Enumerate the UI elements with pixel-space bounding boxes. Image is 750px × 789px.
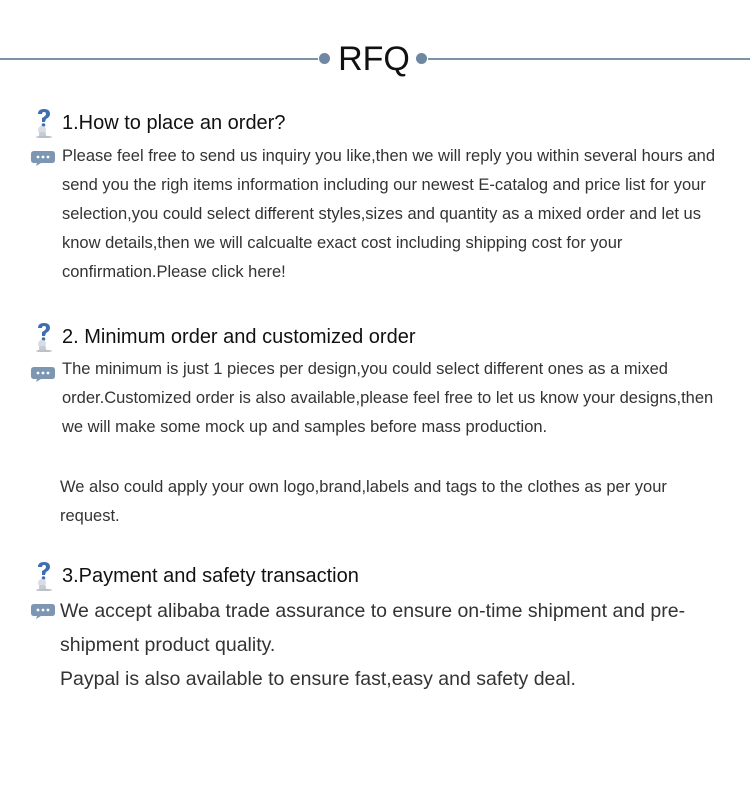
section-heading [32, 322, 415, 352]
speech-bubble-icon [30, 366, 56, 382]
section-paragraph: Please feel free to send us inquiry you like,then we will reply you within several hours and send you the righ items information including our newest E-catalog and price list for your selection,you could select different styles,sizes and quantity as a mixed order and let us know details,then we will calcualte exact cost including shipping cost for your confirmation.Please click here! [62, 147, 716, 281]
question-figure-icon [32, 108, 56, 138]
speech-bubble-icon [30, 603, 56, 619]
header-rule-left [0, 58, 318, 60]
header-dot-right [416, 53, 427, 64]
section-heading [32, 561, 359, 591]
page-title: RFQ [338, 40, 410, 78]
section-heading-text: 1.How to place an order? [62, 111, 286, 134]
speech-bubble-icon [30, 150, 56, 166]
header-rule-right [428, 58, 750, 60]
section-heading [32, 108, 285, 138]
header-dot-left [319, 53, 330, 64]
section-paragraph: Paypal is also available to ensure fast,easy and safety deal. [60, 668, 576, 690]
section-paragraph: The minimum is just 1 pieces per design,you could select different ones as a mixed order.Customized order is also available,please feel free to let us know your designs,then we will make some mock up and samples before mass production. [62, 360, 714, 436]
section-heading-text: 2. Minimum order and customized order [62, 325, 416, 348]
question-figure-icon [32, 322, 56, 352]
section-paragraph: We also could apply your own logo,brand,labels and tags to the clothes as per your request. [60, 478, 667, 525]
section-heading-text: 3.Payment and safety transaction [62, 564, 359, 587]
question-figure-icon [32, 561, 56, 591]
rfq-header [0, 36, 750, 82]
section-paragraph: We accept alibaba trade assurance to ensure on-time shipment and pre-shipment product quality. [60, 600, 686, 656]
